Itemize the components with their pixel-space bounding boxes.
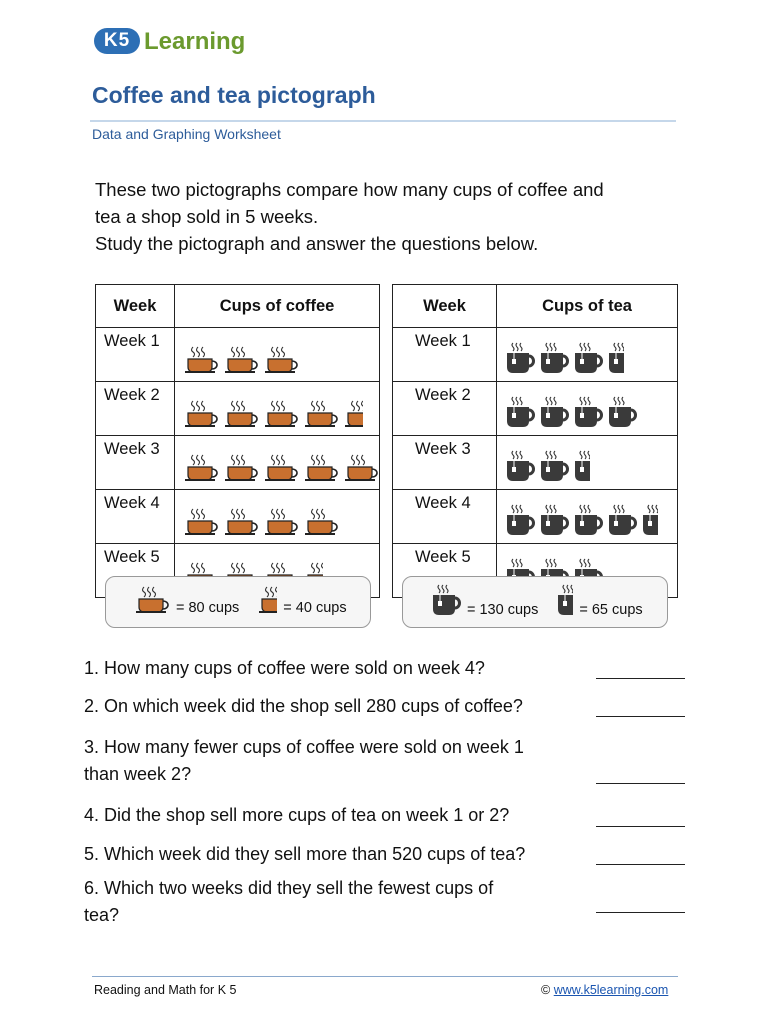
tea-mug-icon	[505, 341, 535, 375]
page-subtitle: Data and Graphing Worksheet	[92, 126, 281, 142]
half-tea-mug-icon	[573, 449, 590, 483]
coffee-full-value: = 80 cups	[176, 600, 240, 616]
intro-line: These two pictographs compare how many cups of coffee and	[95, 179, 604, 200]
answer-blank-5[interactable]	[596, 864, 685, 865]
week-label: Week 3	[96, 436, 175, 490]
footer-tagline: Reading and Math for K 5	[94, 983, 237, 997]
coffee-icons	[183, 345, 379, 375]
coffee-cup-icon	[183, 399, 219, 429]
tea-mug-icon	[573, 395, 603, 429]
coffee-icons	[183, 399, 379, 429]
half-coffee-cup-icon	[343, 399, 363, 429]
tea-mug-icon	[539, 449, 569, 483]
intro-line: Study the pictograph and answer the questions below.	[95, 233, 539, 254]
intro-line: tea a shop sold in 5 weeks.	[95, 206, 319, 227]
coffee-icons	[183, 453, 379, 483]
coffee-cup-icon	[223, 345, 259, 375]
table-row	[96, 328, 380, 382]
tea-half-value: = 65 cups	[579, 602, 643, 618]
column-header-week: Week	[96, 285, 175, 328]
week-label: Week 5	[393, 544, 497, 598]
question-4: 4. Did the shop sell more cups of tea on week 1 or 2?	[84, 805, 510, 825]
question-6: 6. Which two weeks did they sell the fewest cups of tea?	[84, 878, 494, 925]
table-row	[393, 490, 678, 544]
week-label: Week 4	[393, 490, 497, 544]
table-row	[96, 382, 380, 436]
table-row	[96, 490, 380, 544]
tea-icons	[505, 395, 677, 429]
footer-link-area	[541, 983, 668, 997]
tea-mug-icon	[607, 503, 637, 537]
answer-blank-3[interactable]	[596, 783, 685, 784]
tea-icons	[505, 503, 677, 537]
table-row	[393, 382, 678, 436]
half-tea-mug-icon	[556, 583, 573, 621]
page-title: Coffee and tea pictograph	[92, 82, 376, 108]
column-header-cups-of-tea: Cups of tea	[497, 285, 678, 328]
coffee-cup-icon	[134, 585, 170, 619]
column-header-week: Week	[393, 285, 497, 328]
answer-blank-4[interactable]	[596, 826, 685, 827]
coffee-cup-icon	[303, 399, 339, 429]
k5learning-link[interactable]: www.k5learning.com	[553, 983, 669, 997]
coffee-cup-icon	[223, 453, 259, 483]
coffee-cup-icon	[263, 507, 299, 537]
coffee-cup-icon	[343, 453, 379, 483]
tea-mug-icon	[539, 341, 569, 375]
tea-pictograph-table	[392, 284, 678, 598]
week-label: Week 3	[393, 436, 497, 490]
coffee-cup-icon	[303, 453, 339, 483]
half-tea-mug-icon	[607, 341, 624, 375]
column-header-cups-of-coffee: Cups of coffee	[175, 285, 380, 328]
half-coffee-cup-icon	[257, 585, 277, 619]
week-label: Week 1	[393, 328, 497, 382]
tea-mug-icon	[607, 395, 637, 429]
coffee-cup-icon	[183, 507, 219, 537]
tea-icons	[505, 449, 677, 483]
tea-mug-icon	[505, 449, 535, 483]
coffee-icons	[183, 507, 379, 537]
answer-blank-2[interactable]	[596, 716, 685, 717]
coffee-cup-icon	[263, 453, 299, 483]
coffee-cup-icon	[263, 399, 299, 429]
question-2: 2. On which week did the shop sell 280 cups of coffee?	[84, 696, 523, 716]
tea-mug-icon	[505, 503, 535, 537]
footer-divider	[92, 976, 678, 977]
week-label: Week 4	[96, 490, 175, 544]
tea-key	[402, 576, 668, 628]
table-row	[393, 328, 678, 382]
week-label: Week 1	[96, 328, 175, 382]
intro-text	[95, 176, 695, 257]
half-tea-mug-icon	[641, 503, 658, 537]
coffee-cup-icon	[183, 453, 219, 483]
week-label: Week 5	[96, 544, 175, 598]
question-3: 3. How many fewer cups of coffee were sold on week 1 than week 2?	[84, 737, 524, 784]
tea-icons	[505, 341, 677, 375]
logo-word: Learning	[144, 28, 246, 55]
question-5: 5. Which week did they sell more than 520 cups of tea?	[84, 844, 526, 864]
answer-blank-6[interactable]	[596, 912, 685, 913]
answer-blank-1[interactable]	[596, 678, 685, 679]
tea-full-value: = 130 cups	[467, 602, 539, 618]
tea-mug-icon	[573, 503, 603, 537]
week-label: Week 2	[96, 382, 175, 436]
table-row	[96, 436, 380, 490]
tea-mug-icon	[573, 341, 603, 375]
coffee-cup-icon	[263, 345, 299, 375]
coffee-key	[105, 576, 371, 628]
tea-mug-icon	[431, 583, 461, 621]
week-label: Week 2	[393, 382, 497, 436]
k5-learning-logo	[94, 24, 264, 60]
coffee-pictograph-table	[95, 284, 380, 598]
coffee-cup-icon	[223, 399, 259, 429]
tea-mug-icon	[539, 395, 569, 429]
question-1: 1. How many cups of coffee were sold on week 4?	[84, 658, 485, 678]
logo-badge: K5	[94, 28, 140, 54]
tea-mug-icon	[539, 503, 569, 537]
tea-mug-icon	[505, 395, 535, 429]
copyright-symbol: ©	[541, 983, 551, 997]
coffee-half-value: = 40 cups	[283, 600, 347, 616]
title-divider	[90, 120, 676, 122]
coffee-cup-icon	[303, 507, 339, 537]
table-row	[393, 436, 678, 490]
coffee-cup-icon	[223, 507, 259, 537]
coffee-cup-icon	[183, 345, 219, 375]
